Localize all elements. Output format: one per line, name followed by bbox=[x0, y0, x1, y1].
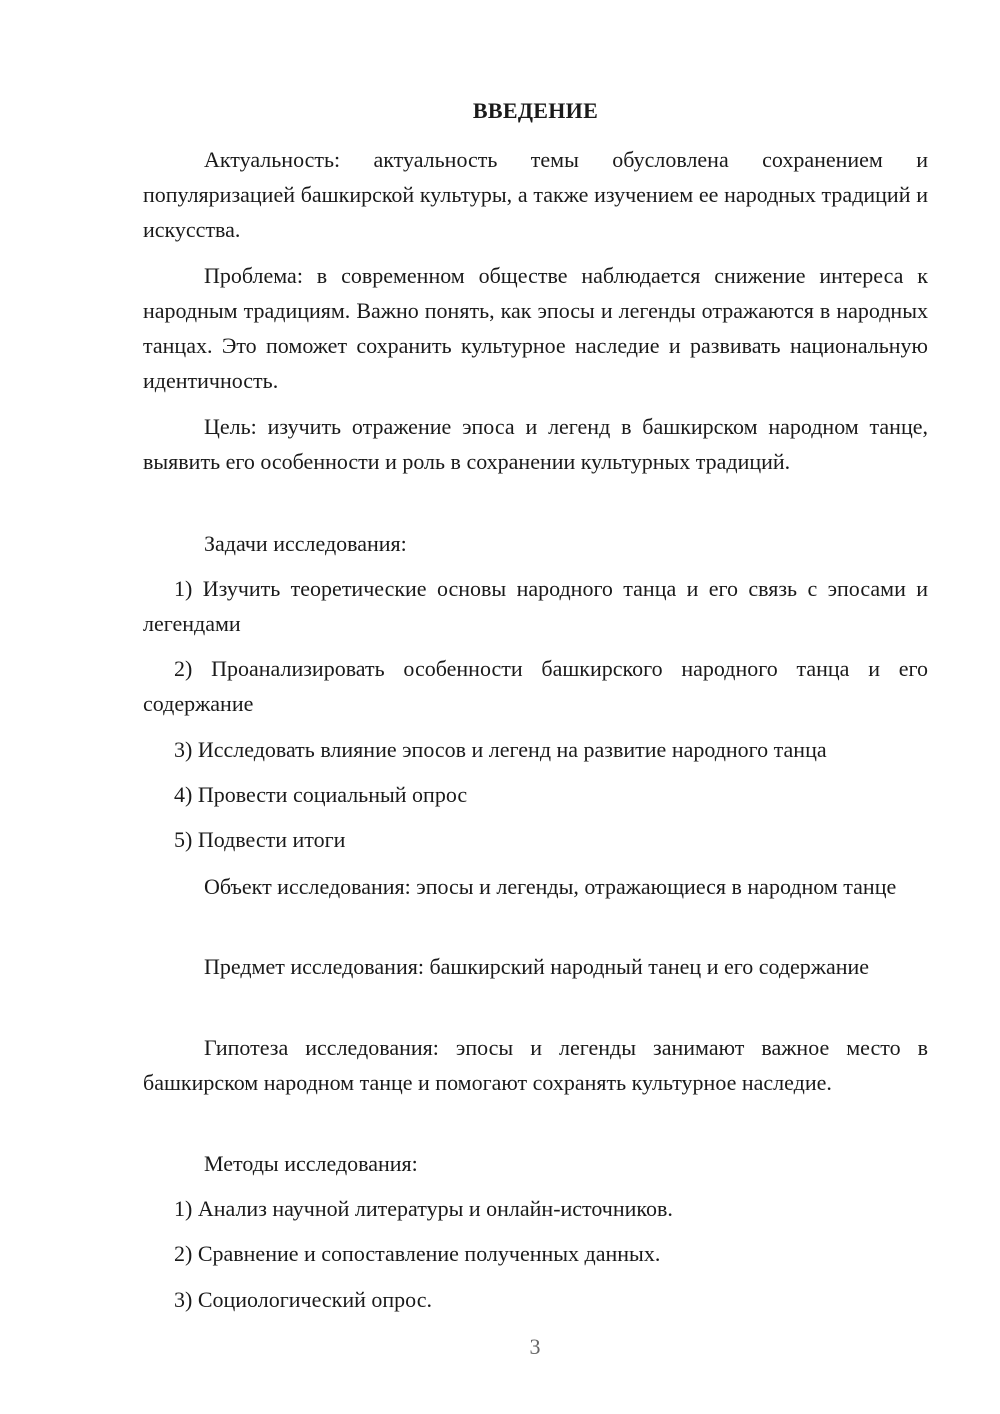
task-item-3: 3) Исследовать влияние эпосов и легенд на развитие народного танца bbox=[174, 737, 827, 762]
page-number: 3 bbox=[529, 1334, 541, 1359]
method-item-2: 2) Сравнение и сопоставление полученных данных. bbox=[174, 1241, 661, 1266]
method-item-1: 1) Анализ научной литературы и онлайн-источников. bbox=[174, 1196, 673, 1221]
task-item-1: 1) Изучить теоретические основы народного танца и его связь с эпосами и легендами bbox=[143, 576, 928, 636]
subject-paragraph: Предмет исследования: башкирский народный танец и его содержание bbox=[204, 954, 870, 979]
task-item-2: 2) Проанализировать особенности башкирского народного танца и его содержание bbox=[143, 656, 928, 716]
task-item-4: 4) Провести социальный опрос bbox=[174, 782, 468, 807]
tasks-heading: Задачи исследования: bbox=[204, 531, 407, 556]
problem-paragraph: Проблема: в современном обществе наблюдается снижение интереса к народным традициям. Важно понять, как эпосы и легенды отражаются в народных танцах. Это поможет сохранить культурное наследие и развивать национальную идентичность. bbox=[143, 263, 928, 393]
object-paragraph: Объект исследования: эпосы и легенды, отражающиеся в народном танце bbox=[204, 874, 897, 899]
goal-paragraph: Цель: изучить отражение эпоса и легенд в башкирском народном танце, выявить его особенности и роль в сохранении культурных традиций. bbox=[143, 414, 928, 474]
document-title: ВВЕДЕНИЕ bbox=[472, 98, 599, 123]
task-item-5: 5) Подвести итоги bbox=[174, 827, 346, 852]
relevance-paragraph: Актуальность: актуальность темы обусловлена сохранением и популяризацией башкирской культуры, а также изучением ее народных традиций и искусства. bbox=[143, 147, 928, 242]
methods-heading: Методы исследования: bbox=[204, 1151, 418, 1176]
method-item-3: 3) Социологический опрос. bbox=[174, 1287, 432, 1312]
hypothesis-paragraph: Гипотеза исследования: эпосы и легенды занимают важное место в башкирском народном танце и помогают сохранять культурное наследие. bbox=[143, 1035, 928, 1095]
